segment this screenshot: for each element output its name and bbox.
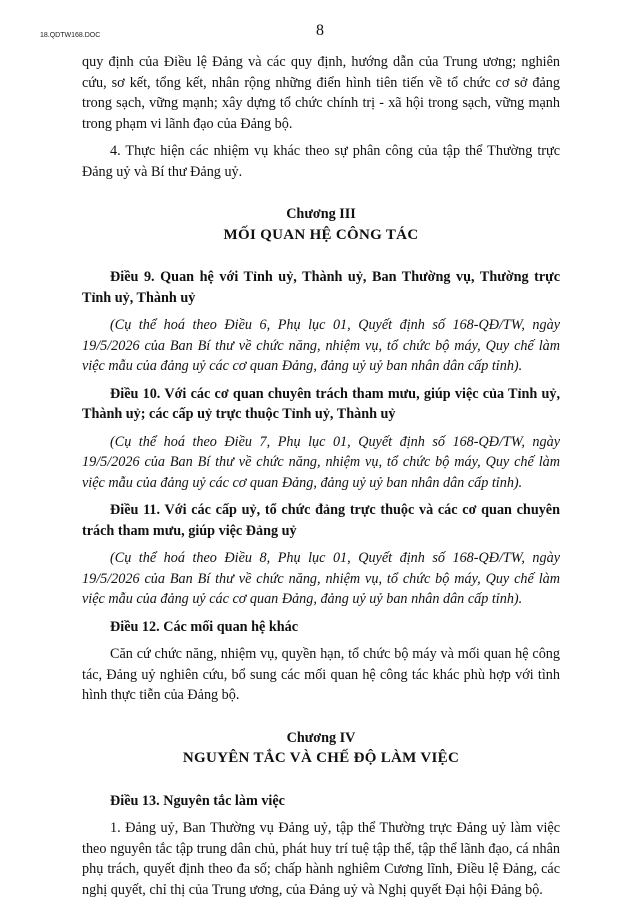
document-body [82, 52, 560, 900]
document-file-name: 18.QDTW168.DOC [40, 32, 101, 39]
chapter-4-title: NGUYÊN TẮC VÀ CHẾ ĐỘ LÀM VIỆC [182, 750, 460, 766]
article-13-title: Điều 13. Nguyên tắc làm việc [110, 792, 285, 809]
article-12-title: Điều 12. Các mối quan hệ khác [110, 618, 299, 635]
article-13-body: 1. Đảng uỷ, Ban Thường vụ Đảng uỷ, tập thể Thường trực Đảng uỷ làm việc theo nguyên tắc tập trung dân chủ, phát huy trí tuệ tập thể, tập thể lãnh đạo, cá nhân phụ trách, quyết định theo đa số; chấp hành nghiêm Cương lĩnh, Điều lệ Đảng, các nghị quyết, chỉ thị của Trung ương, của Đảng uỷ và Nghị quyết Đại hội Đảng bộ. [82, 820, 560, 898]
article-11-title: Điều 11. Với các cấp uỷ, tổ chức đảng trực thuộc và các cơ quan chuyên trách tham mưu, giúp việc Đảng uỷ [82, 502, 560, 539]
chapter-3-label: Chương III [286, 206, 356, 222]
paragraph-item-4: 4. Thực hiện các nhiệm vụ khác theo sự phân công của tập thể Thường trực Đảng uỷ và Bí thư Đảng uỷ. [82, 143, 560, 180]
chapter-3-title: MỐI QUAN HỆ CÔNG TÁC [223, 226, 419, 243]
page-number: 8 [316, 22, 324, 39]
article-10-note: (Cụ thể hoá theo Điều 7, Phụ lục 01, Quyết định số 168-QĐ/TW, ngày 19/5/2026 của Ban Bí thư về chức năng, nhiệm vụ, tổ chức bộ máy, Quy chế làm việc mẫu của đảng uỷ các cơ quan Đảng, đảng uỷ uỷ ban nhân dân cấp tỉnh). [82, 433, 560, 491]
article-10-title: Điều 10. Với các cơ quan chuyên trách tham mưu, giúp việc của Tỉnh uỷ, Thành uỷ; các cấp uỷ trực thuộc Tỉnh uỷ, Thành uỷ [82, 385, 560, 422]
chapter-4-label: Chương IV [286, 729, 356, 746]
article-9-title: Điều 9. Quan hệ với Tỉnh uỷ, Thành uỷ, Ban Thường vụ, Thường trực Tỉnh uỷ, Thành uỷ [82, 269, 560, 306]
paragraph-continuation: quy định của Điều lệ Đảng và các quy định, hướng dẫn của Trung ương; nghiên cứu, sơ kết, tổng kết, nhân rộng những điển hình tiên tiến về tổ chức cơ sở đảng trong sạch, vững mạnh; xây dựng tổ chức chính trị - xã hội trong sạch, vững mạnh trong phạm vi lãnh đạo của Đảng bộ. [82, 54, 560, 132]
article-12-body: Căn cứ chức năng, nhiệm vụ, quyền hạn, tổ chức bộ máy và mối quan hệ công tác, Đảng uỷ nghiên cứu, bổ sung các mối quan hệ công tác khác phù hợp với tình hình thực tiễn của Đảng bộ. [82, 646, 560, 703]
article-11-note: (Cụ thể hoá theo Điều 8, Phụ lục 01, Quyết định số 168-QĐ/TW, ngày 19/5/2026 của Ban Bí thư về chức năng, nhiệm vụ, tổ chức bộ máy, Quy chế làm việc mẫu của đảng uỷ các cơ quan Đảng, đảng uỷ uỷ ban nhân dân cấp tỉnh). [82, 550, 560, 607]
article-9-note: (Cụ thể hoá theo Điều 6, Phụ lục 01, Quyết định số 168-QĐ/TW, ngày 19/5/2026 của Ban Bí thư về chức năng, nhiệm vụ, tổ chức bộ máy, Quy chế làm việc mẫu của đảng uỷ các cơ quan Đảng, đảng uỷ uỷ ban nhân dân cấp tỉnh). [82, 317, 560, 374]
